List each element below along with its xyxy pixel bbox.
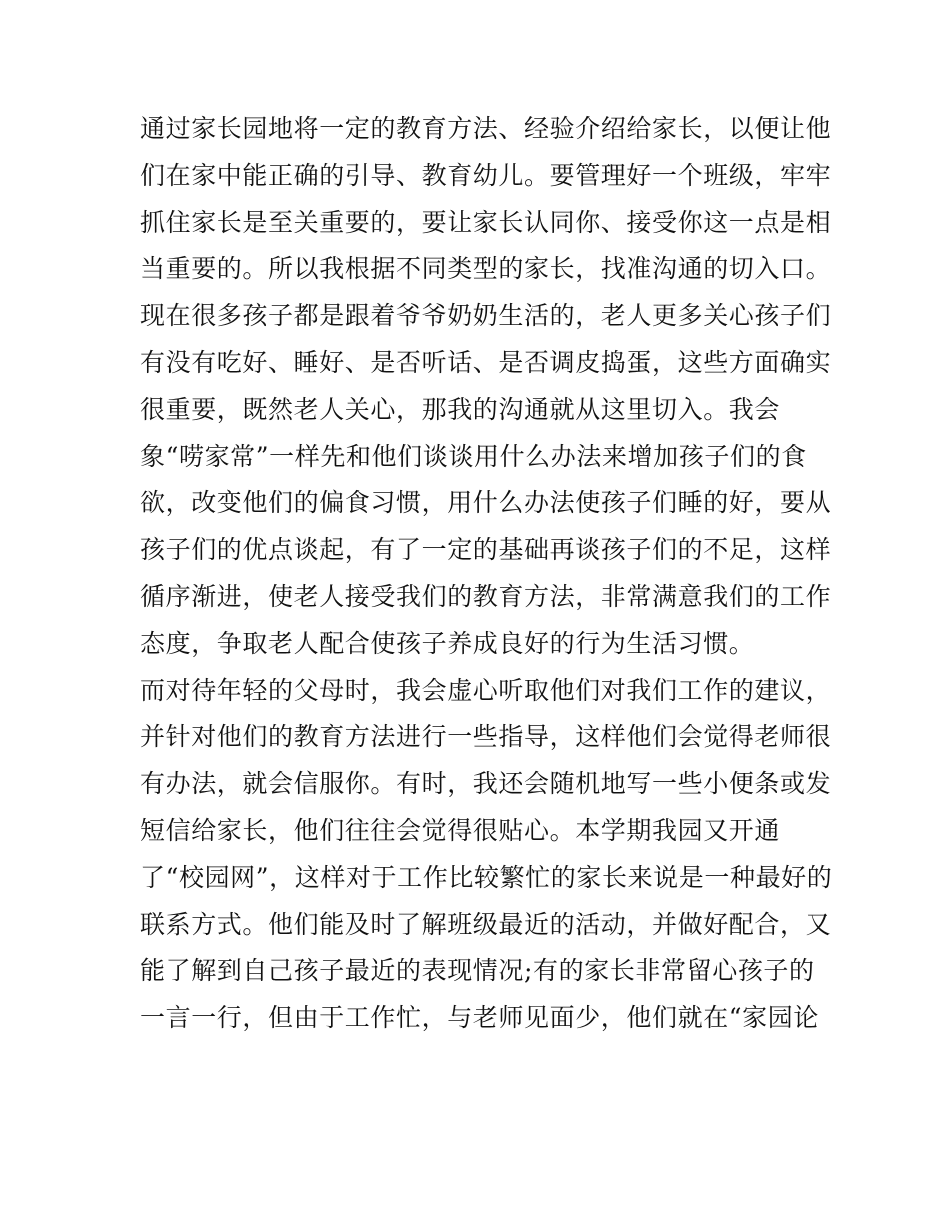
text-line: 当重要的。所以我根据不同类型的家长，找准沟通的切入口。 [140,254,832,284]
text-line: 欲，改变他们的偏食习惯，用什么办法使孩子们睡的好，要从 [140,488,832,518]
text-line: 一言一行，但由于工作忙，与老师见面少，他们就在“家园论 [140,1003,819,1033]
text-line: 们在家中能正确的引导、教育幼儿。要管理好一个班级，牢牢 [140,160,832,190]
text-line: 有办法，就会信服你。有时，我还会随机地写一些小便条或发 [140,769,832,799]
text-line: 并针对他们的教育方法进行一些指导，这样他们会觉得老师很 [140,722,832,752]
text-line: 而对待年轻的父母时，我会虚心听取他们对我们工作的建议， [140,675,832,705]
text-line: 循序渐进，使老人接受我们的教育方法，非常满意我们的工作 [140,581,832,611]
text-line: 很重要，既然老人关心，那我的沟通就从这里切入。我会 [140,394,781,424]
text-line: 有没有吃好、睡好、是否听话、是否调皮捣蛋，这些方面确实 [140,347,832,377]
text-line: 抓住家长是至关重要的，要让家长认同你、接受你这一点是相 [140,207,832,237]
text-line: 能了解到自己孩子最近的表现情况;有的家长非常留心孩子的 [140,956,815,986]
text-line: 态度，争取老人配合使孩子养成良好的行为生活习惯。 [140,628,755,658]
text-line: 象“唠家常”一样先和他们谈谈用什么办法来增加孩子们的食 [140,441,807,471]
text-line: 短信给家长，他们往往会觉得很贴心。本学期我园又开通 [140,815,781,845]
text-line: 现在很多孩子都是跟着爷爷奶奶生活的，老人更多关心孩子们 [140,301,832,331]
body-text [140,106,833,1042]
text-line: 通过家长园地将一定的教育方法、经验介绍给家长，以便让他 [140,114,832,143]
text-line: 了“校园网”，这样对于工作比较繁忙的家长来说是一种最好的 [140,862,833,892]
text-line: 孩子们的优点谈起，有了一定的基础再谈孩子们的不足，这样 [140,535,832,565]
text-line: 联系方式。他们能及时了解班级最近的活动，并做好配合，又 [140,909,832,939]
